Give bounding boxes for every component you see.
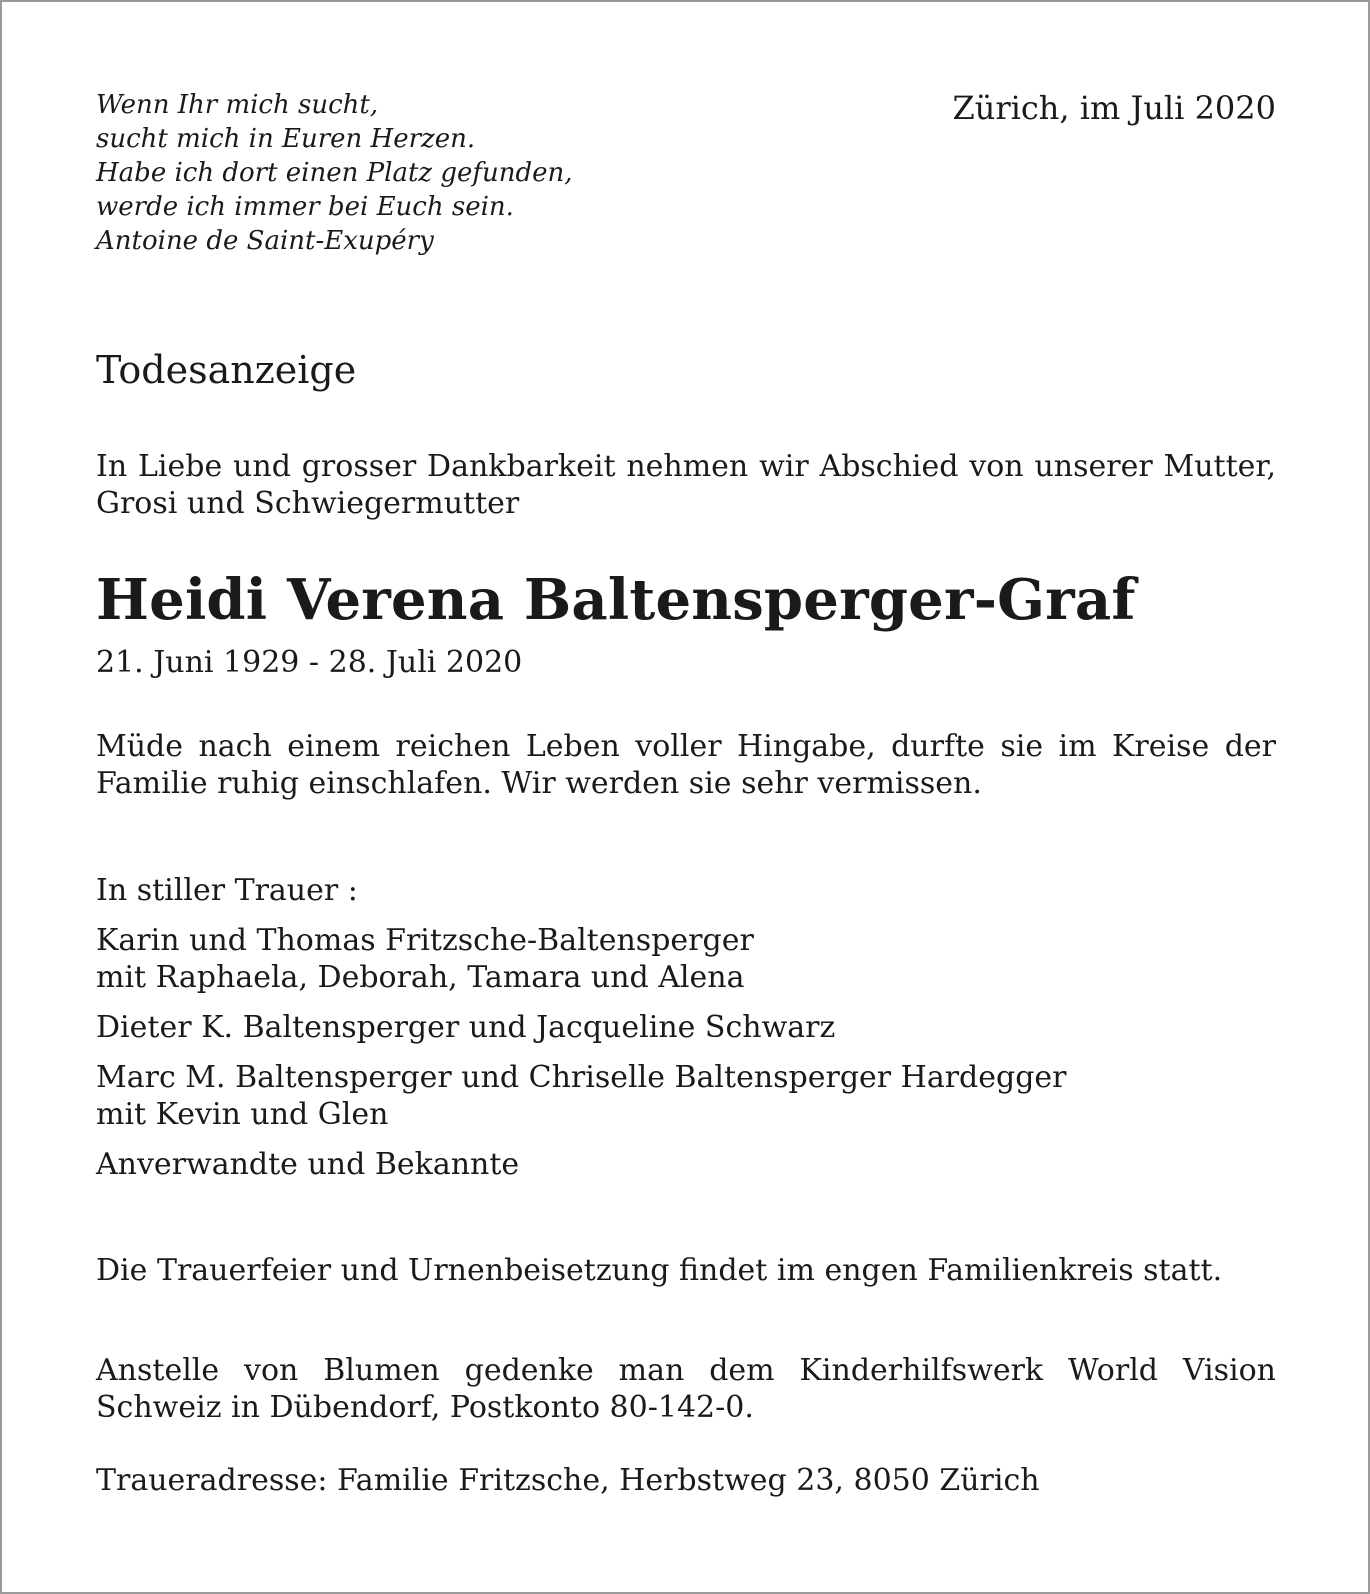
epigraph-quote [96,88,656,258]
ceremony-paragraph: Die Trauerfeier und Urnenbeisetzung findet im engen Familienkreis statt. [96,1253,1223,1288]
mourner-group [96,1009,1276,1046]
mourner-line: Marc M. Baltensperger und Chriselle Baltensperger Hardegger [96,1060,1067,1095]
quote-author: Antoine de Saint-Exupéry [96,226,434,256]
mourner-line: Anverwandte und Bekannte [96,1147,520,1182]
notice-heading: Todesanzeige [96,348,357,392]
intro-paragraph: In Liebe und grosser Dankbarkeit nehmen wir Abschied von unserer Mutter, Grosi und Schwiegermutter [96,449,1276,521]
mourner-group [96,1146,1276,1183]
mourners-list [96,922,1276,1196]
mourner-group [96,1059,1276,1133]
mourner-group [96,922,1276,996]
quote-line: Habe ich dort einen Platz gefunden, [96,158,573,188]
tribute-paragraph: Müde nach einem reichen Leben voller Hingabe, durfte sie im Kreise der Familie ruhig einschlafen. Wir werden sie sehr vermissen. [96,729,1276,801]
mourner-line: mit Raphaela, Deborah, Tamara und Alena [96,960,745,995]
mourner-line: mit Kevin und Glen [96,1097,389,1132]
mourners-label: In stiller Trauer : [96,873,358,908]
mourner-line: Dieter K. Baltensperger und Jacqueline Schwarz [96,1010,836,1045]
quote-line: sucht mich in Euren Herzen. [96,124,476,154]
quote-line: werde ich immer bei Euch sein. [96,192,514,222]
lifespan-dates: 21. Juni 1929 - 28. Juli 2020 [96,645,523,680]
mourner-line: Karin und Thomas Fritzsche-Baltensperger [96,923,754,958]
place-date-line: Zürich, im Juli 2020 [952,89,1276,127]
deceased-name: Heidi Verena Baltensperger-Graf [96,567,1136,633]
quote-line: Wenn Ihr mich sucht, [96,90,379,120]
donation-paragraph: Anstelle von Blumen gedenke man dem Kinderhilfswerk World Vision Schweiz in Dübendorf, Postkonto 80-142-0. [96,1353,1276,1425]
mourning-address: Traueradresse: Familie Fritzsche, Herbstweg 23, 8050 Zürich [96,1463,1040,1498]
